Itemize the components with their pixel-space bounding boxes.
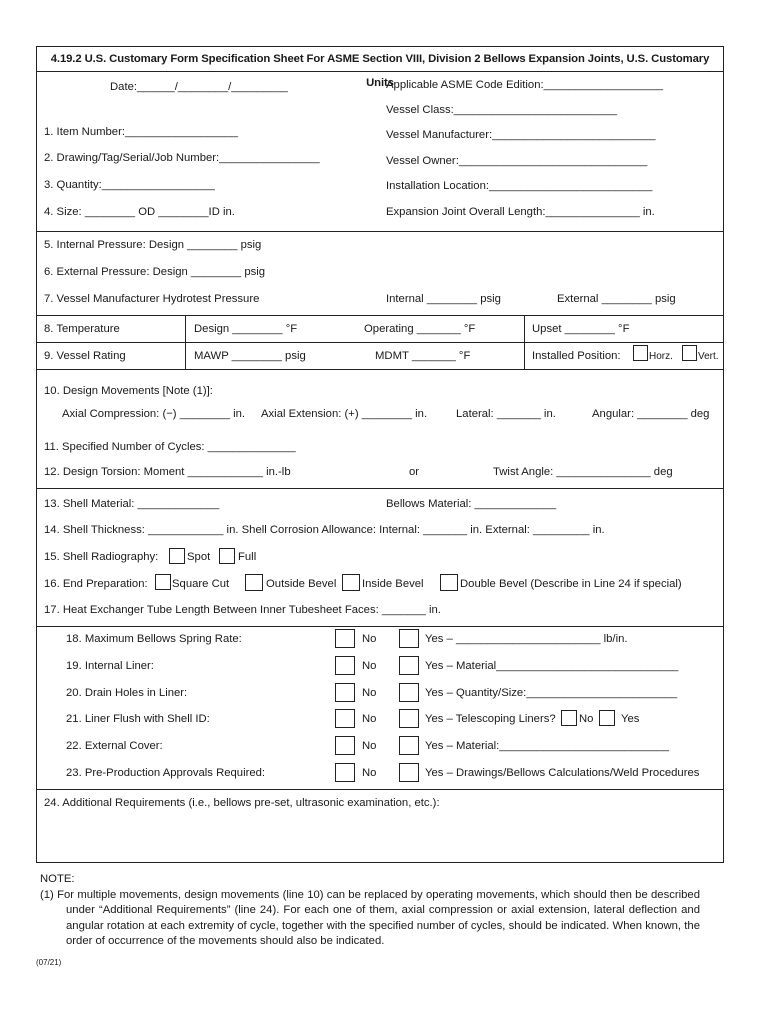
no-checkbox[interactable] — [335, 629, 355, 648]
tube-length-field[interactable]: 17. Heat Exchanger Tube Length Between Inner Tubesheet Faces: _______ in. — [44, 604, 441, 616]
no-checkbox[interactable] — [335, 683, 355, 702]
external-pressure-field[interactable]: 6. External Pressure: Design ________ psig — [44, 266, 266, 278]
yes-label: Yes – Quantity/Size:________________________ — [425, 687, 678, 699]
vert-checkbox[interactable] — [682, 345, 697, 361]
option-label: 18. Maximum Bellows Spring Rate: — [66, 633, 242, 645]
or-label: or — [409, 466, 420, 478]
installed-position-label: Installed Position: — [532, 350, 621, 362]
divider — [37, 488, 723, 489]
divider — [37, 626, 723, 627]
square-cut-label: Square Cut — [172, 578, 230, 590]
specification-form — [36, 46, 724, 863]
no-checkbox[interactable] — [335, 763, 355, 782]
yes-checkbox[interactable] — [399, 763, 419, 782]
divider — [37, 315, 723, 316]
yes-label: Yes – Material_____________________________ — [425, 660, 679, 672]
full-checkbox[interactable] — [219, 548, 235, 564]
option-label: 21. Liner Flush with Shell ID: — [66, 713, 210, 725]
yes-label: Yes – _______________________ lb/in. — [425, 633, 628, 645]
axial-compression-field[interactable]: Axial Compression: (−) ________ in. — [62, 408, 246, 420]
no-label: No — [362, 633, 377, 645]
square-cut-checkbox[interactable] — [155, 574, 171, 590]
divider — [37, 342, 723, 343]
outside-bevel-checkbox[interactable] — [245, 574, 263, 591]
yes-label: Yes – Material:___________________________ — [425, 740, 669, 752]
hydrotest-internal-field[interactable]: Internal ________ psig — [386, 293, 501, 305]
yes-label: Yes – Drawings/Bellows Calculations/Weld Procedures — [425, 767, 700, 779]
note-text: (1) For multiple movements, design movements (line 10) can be replaced by operating movements, which should then be described under “Additional Requirements” (line 24). For each one of them, axial compression or axial extension, lateral deflection and angular rotation at each extremity of cycle, together with the specified number of cycles, should be indicated. When known, the order of occurrence of the movements should also be indicated. — [40, 888, 700, 947]
vessel-rating-label: 9. Vessel Rating — [44, 350, 126, 362]
spot-checkbox[interactable] — [169, 548, 185, 564]
shell-material-field[interactable]: 13. Shell Material: _____________ — [44, 498, 220, 510]
horz-checkbox[interactable] — [633, 345, 648, 361]
shell-thickness-field[interactable]: 14. Shell Thickness: ____________ in. Shell Corrosion Allowance: Internal: _______ in. External: _________ in. — [44, 524, 605, 536]
drawing-number-field[interactable]: 2. Drawing/Tag/Serial/Job Number:________________ — [44, 152, 320, 164]
item-number-field[interactable]: 1. Item Number:__________________ — [44, 126, 239, 138]
vessel-class-field[interactable]: Vessel Class:__________________________ — [386, 104, 618, 116]
hydrotest-label: 7. Vessel Manufacturer Hydrotest Pressure — [44, 293, 260, 305]
size-field[interactable]: 4. Size: ________ OD ________ID in. — [44, 206, 235, 218]
no-label: No — [362, 713, 377, 725]
divider — [37, 231, 723, 232]
twist-angle-field[interactable]: Twist Angle: _______________ deg — [493, 466, 673, 478]
option-label: 20. Drain Holes in Liner: — [66, 687, 188, 699]
additional-requirements-label: 24. Additional Requirements (i.e., bellows pre-set, ultrasonic examination, etc.): — [44, 797, 440, 809]
option-label: 19. Internal Liner: — [66, 660, 154, 672]
telescoping-yes-checkbox[interactable] — [599, 710, 615, 726]
quantity-field[interactable]: 3. Quantity:__________________ — [44, 179, 215, 191]
design-movements-label: 10. Design Movements [Note (1)]: — [44, 385, 213, 397]
upset-temperature-field[interactable]: Upset ________ °F — [532, 323, 630, 335]
date-field[interactable]: Date:______/________/_________ — [110, 81, 288, 93]
inside-bevel-label: Inside Bevel — [362, 578, 424, 590]
note — [40, 872, 700, 950]
double-bevel-label: Double Bevel (Describe in Line 24 if special) — [460, 578, 682, 590]
horz-label: Horz. — [649, 351, 673, 362]
divider — [37, 369, 723, 370]
no-checkbox[interactable] — [335, 736, 355, 755]
operating-temperature-field[interactable]: Operating _______ °F — [364, 323, 476, 335]
vessel-owner-field[interactable]: Vessel Owner:______________________________ — [386, 155, 648, 167]
telescoping-no-checkbox[interactable] — [561, 710, 577, 726]
telescoping-yes-label: Yes — [621, 713, 640, 725]
angular-field[interactable]: Angular: ________ deg — [592, 408, 710, 420]
note-heading: NOTE: — [40, 873, 75, 885]
internal-pressure-field[interactable]: 5. Internal Pressure: Design ________ psig — [44, 239, 262, 251]
inside-bevel-checkbox[interactable] — [342, 574, 360, 591]
overall-length-field[interactable]: Expansion Joint Overall Length:_______________ in. — [386, 206, 655, 218]
torsion-moment-field[interactable]: 12. Design Torsion: Moment ____________ in.-lb — [44, 466, 291, 478]
divider — [37, 789, 723, 790]
axial-extension-field[interactable]: Axial Extension: (+) ________ in. — [261, 408, 428, 420]
shell-radiography-label: 15. Shell Radiography: — [44, 551, 159, 563]
cycles-field[interactable]: 11. Specified Number of Cycles: ______________ — [44, 441, 296, 453]
spot-label: Spot — [187, 551, 211, 563]
telescoping-no-label: No — [579, 713, 594, 725]
yes-checkbox[interactable] — [399, 709, 419, 728]
form-title: 4.19.2 U.S. Customary Form Specification Sheet For ASME Section VIII, Division 2 Bellows Expansion Joints, U.S. Customary Units — [37, 47, 723, 72]
no-label: No — [362, 767, 377, 779]
option-label: 23. Pre-Production Approvals Required: — [66, 767, 266, 779]
no-label: No — [362, 740, 377, 752]
hydrotest-external-field[interactable]: External ________ psig — [557, 293, 676, 305]
no-label: No — [362, 660, 377, 672]
design-temperature-field[interactable]: Design ________ °F — [194, 323, 298, 335]
no-label: No — [362, 687, 377, 699]
end-preparation-label: 16. End Preparation: — [44, 578, 148, 590]
no-checkbox[interactable] — [335, 656, 355, 675]
outside-bevel-label: Outside Bevel — [266, 578, 337, 590]
revision-date: (07/21) — [36, 958, 62, 967]
yes-checkbox[interactable] — [399, 629, 419, 648]
yes-label: Yes – Telescoping Liners? — [425, 713, 556, 725]
temperature-label: 8. Temperature — [44, 323, 120, 335]
yes-checkbox[interactable] — [399, 656, 419, 675]
code-edition-field[interactable]: Applicable ASME Code Edition:___________________ — [386, 79, 663, 91]
no-checkbox[interactable] — [335, 709, 355, 728]
yes-checkbox[interactable] — [399, 683, 419, 702]
vert-label: Vert. — [698, 351, 719, 362]
option-label: 22. External Cover: — [66, 740, 163, 752]
mdmt-field[interactable]: MDMT _______ °F — [375, 350, 471, 362]
yes-checkbox[interactable] — [399, 736, 419, 755]
double-bevel-checkbox[interactable] — [440, 574, 458, 591]
full-label: Full — [238, 551, 257, 563]
mawp-field[interactable]: MAWP ________ psig — [194, 350, 306, 362]
vessel-manufacturer-field[interactable]: Vessel Manufacturer:__________________________ — [386, 129, 656, 141]
installation-location-field[interactable]: Installation Location:__________________________ — [386, 180, 653, 192]
lateral-field[interactable]: Lateral: _______ in. — [456, 408, 556, 420]
bellows-material-field[interactable]: Bellows Material: _____________ — [386, 498, 557, 510]
